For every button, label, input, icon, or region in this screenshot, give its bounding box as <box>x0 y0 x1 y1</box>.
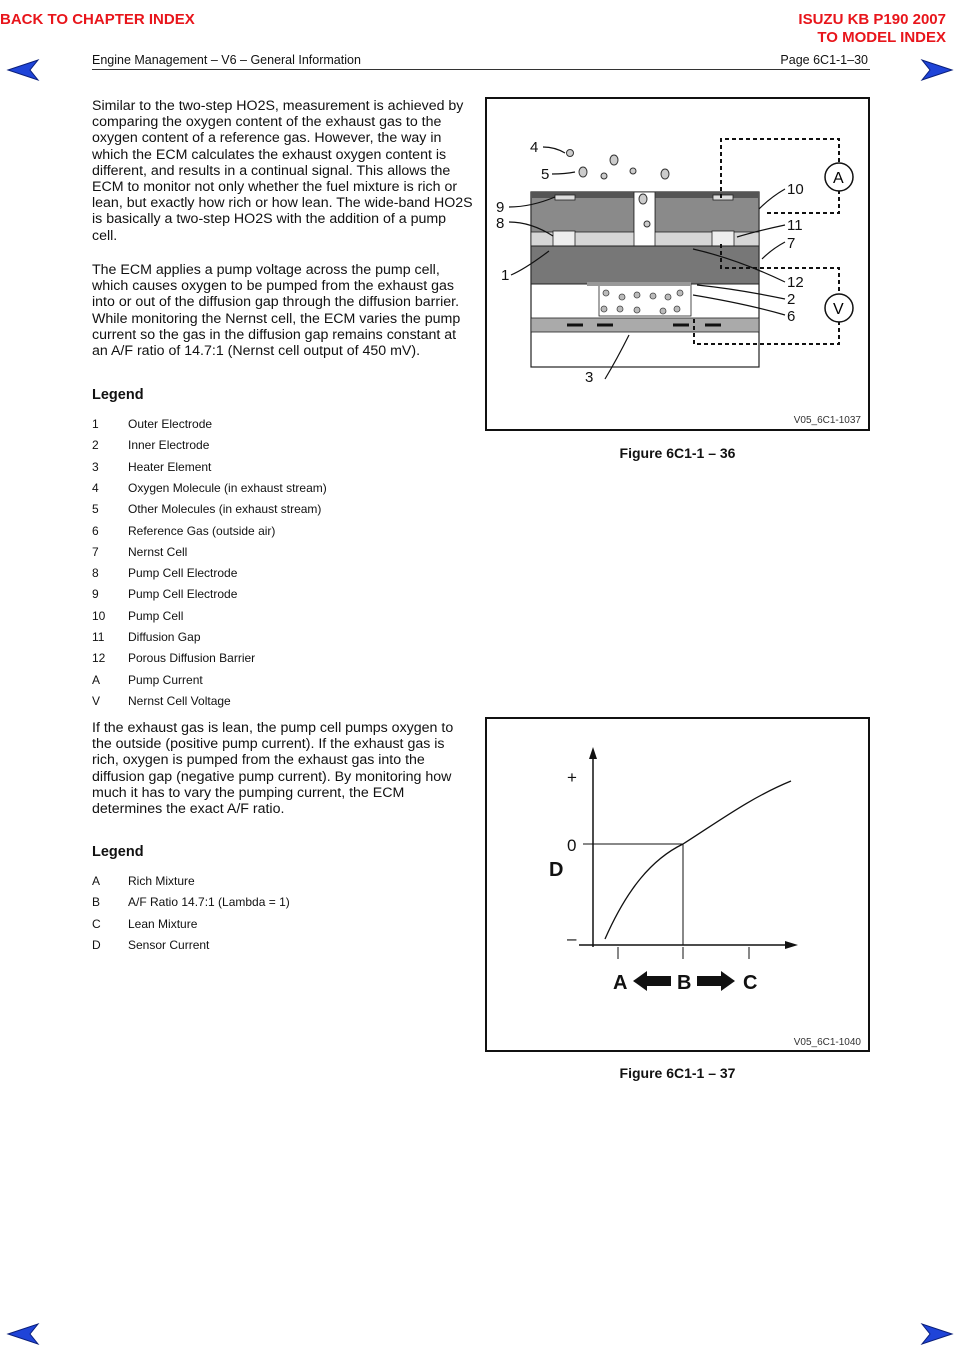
label-zero: 0 <box>567 836 577 855</box>
back-to-chapter-index-link[interactable]: BACK TO CHAPTER INDEX <box>0 11 195 28</box>
model-index-link[interactable] <box>798 11 946 47</box>
legend-text: Oxygen Molecule (in exhaust stream) <box>128 480 327 495</box>
rich-arrow-icon <box>633 971 671 991</box>
previous-page-arrow-icon[interactable] <box>6 58 40 82</box>
legend-key: 10 <box>92 608 106 623</box>
legend-key: 6 <box>92 523 99 538</box>
legend-text: Nernst Cell <box>128 544 188 559</box>
legend-text: Diffusion Gap <box>128 630 201 644</box>
legend-title-1: Legend <box>92 387 144 403</box>
legend-title-2: Legend <box>92 844 144 860</box>
label-v: V <box>833 301 844 318</box>
legend-key: 12 <box>92 651 106 666</box>
figure-37-box <box>485 717 870 1052</box>
wide-band-ho2s-diagram <box>487 99 868 429</box>
label-11: 11 <box>787 217 803 234</box>
legend-text: Rich Mixture <box>128 874 195 888</box>
paragraph-3: If the exhaust gas is lean, the pump cell pumps oxygen to the outside (positive pump current). If the exhaust gas is rich, oxygen is pumped from the exhaust gas into the diffusion gap (negative pump current). By monitoring how much it has to vary the pumping current, the ECM determines the exact A/F ratio. <box>92 720 454 818</box>
legend-text: Pump Current <box>128 672 203 687</box>
next-page-arrow-icon[interactable] <box>920 58 954 82</box>
legend-text: Sensor Current <box>128 937 210 952</box>
pump-current-graph <box>487 719 868 1050</box>
legend-text: Pump Cell Electrode <box>128 566 238 581</box>
label-9: 9 <box>496 199 505 216</box>
label-1: 1 <box>501 267 510 284</box>
label-6: 6 <box>787 308 796 325</box>
label-2: 2 <box>787 291 796 308</box>
model-title[interactable]: ISUZU KB P190 2007 <box>798 11 946 28</box>
label-3: 3 <box>585 369 594 386</box>
figure-37-caption: Figure 6C1-1 – 37 <box>619 1065 736 1081</box>
lean-arrow-icon <box>697 971 735 991</box>
legend-key: 11 <box>92 630 105 644</box>
legend-key: V <box>92 693 101 708</box>
legend-list-1 <box>92 417 472 717</box>
label-c-lean: C <box>743 972 758 994</box>
legend-key: 7 <box>92 544 99 559</box>
legend-text: Porous Diffusion Barrier <box>128 651 256 666</box>
label-a-rich: A <box>613 972 628 994</box>
legend-key: 2 <box>92 438 99 453</box>
legend-text: Nernst Cell Voltage <box>128 693 231 708</box>
heater-element <box>531 318 759 332</box>
legend-text: Outer Electrode <box>128 417 213 431</box>
legend-key: 5 <box>92 502 99 517</box>
figure-36-ref: V05_6C1-1037 <box>793 415 861 426</box>
legend-text: Pump Cell Electrode <box>128 587 238 602</box>
figure-36-caption: Figure 6C1-1 – 36 <box>619 445 736 461</box>
label-8: 8 <box>496 215 505 232</box>
legend-text: Reference Gas (outside air) <box>128 523 276 538</box>
sensor-current-curve <box>605 781 791 939</box>
previous-page-arrow-bottom-icon[interactable] <box>6 1322 40 1346</box>
to-model-index[interactable]: TO MODEL INDEX <box>817 29 946 46</box>
paragraph-1: Similar to the two-step HO2S, measurement is achieved by comparing the oxygen content of the exhaust gas to the oxygen content of a reference gas. However, the way in which the ECM calculates the exhaust oxygen content is different, and results in a continual signal. This allows the ECM to monitor not only whether the fuel mixture is rich or lean, but exactly how rich or how lean. The wide-band HO2S is basically a two-step HO2S with the addition of a pump cell. <box>92 98 473 244</box>
section-title: Engine Management – V6 – General Information <box>92 53 361 67</box>
legend-key: 9 <box>92 587 99 602</box>
label-12: 12 <box>787 274 804 291</box>
nernst-cell <box>531 246 759 284</box>
legend-key: D <box>92 937 101 952</box>
legend-key: 3 <box>92 459 99 474</box>
label-4: 4 <box>530 139 539 156</box>
label-a: A <box>833 170 844 187</box>
legend-text: Heater Element <box>128 459 212 474</box>
legend-key: 8 <box>92 566 99 581</box>
legend-key: B <box>92 895 101 910</box>
page-number: Page 6C1-1–30 <box>780 53 868 67</box>
label-10: 10 <box>787 181 804 198</box>
legend-list-2 <box>92 874 472 964</box>
legend-text: A/F Ratio 14.7:1 (Lambda = 1) <box>128 895 290 910</box>
legend-key: C <box>92 916 101 931</box>
label-minus: – <box>567 929 577 948</box>
label-7: 7 <box>787 235 796 252</box>
figure-37-ref: V05_6C1-1040 <box>793 1037 861 1048</box>
header-rule <box>92 69 870 70</box>
legend-text: Pump Cell <box>128 608 184 623</box>
figure-36-box <box>485 97 870 431</box>
legend-text: Lean Mixture <box>128 916 198 931</box>
legend-key: 4 <box>92 480 99 495</box>
next-page-arrow-bottom-icon[interactable] <box>920 1322 954 1346</box>
legend-text: Inner Electrode <box>128 438 210 453</box>
label-d: D <box>549 859 564 881</box>
legend-key: A <box>92 672 101 687</box>
legend-key: 1 <box>92 417 99 431</box>
label-5: 5 <box>541 166 550 183</box>
paragraph-2: The ECM applies a pump voltage across the pump cell, which causes oxygen to be pumped from the exhaust gas into or out of the diffusion gap through the diffusion barrier. While monitoring the Nernst cell, the ECM varies the pump current so the gas in the diffusion gap remains constant at an A/F ratio of 14.7:1 (Nernst cell output of 450 mV). <box>92 262 461 360</box>
legend-text: Other Molecules (in exhaust stream) <box>128 502 322 517</box>
label-b-ratio: B <box>677 972 692 994</box>
label-plus: + <box>567 768 577 787</box>
legend-key: A <box>92 874 101 888</box>
